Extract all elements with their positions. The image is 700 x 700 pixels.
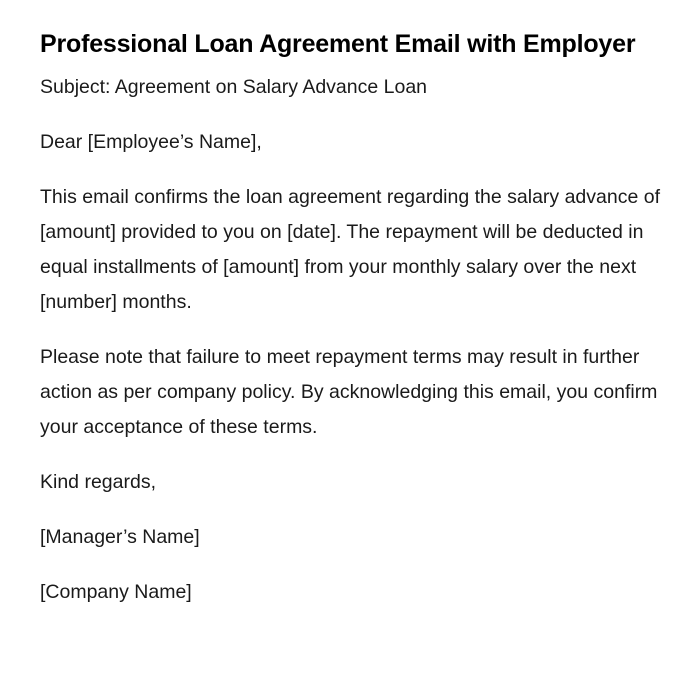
email-greeting: Dear [Employee’s Name], — [40, 131, 262, 153]
email-subject: Subject: Agreement on Salary Advance Loan — [40, 76, 428, 98]
email-closing: Kind regards, — [40, 471, 156, 493]
signature-company: [Company Name] — [40, 581, 192, 603]
signature-name: [Manager’s Name] — [40, 526, 200, 548]
email-body-paragraph-2: Please note that failure to meet repayment terms may result in further action as per company policy. By acknowledging this email, you confirm your acceptance of these terms. — [40, 346, 658, 438]
document-title: Professional Loan Agreement Email with Employer — [40, 30, 636, 58]
email-body-paragraph-1: This email confirms the loan agreement regarding the salary advance of [amount] provided to you on [date]. The repayment will be deducted in equal installments of [amount] from your monthly salary over the next [number] months. — [40, 186, 660, 313]
